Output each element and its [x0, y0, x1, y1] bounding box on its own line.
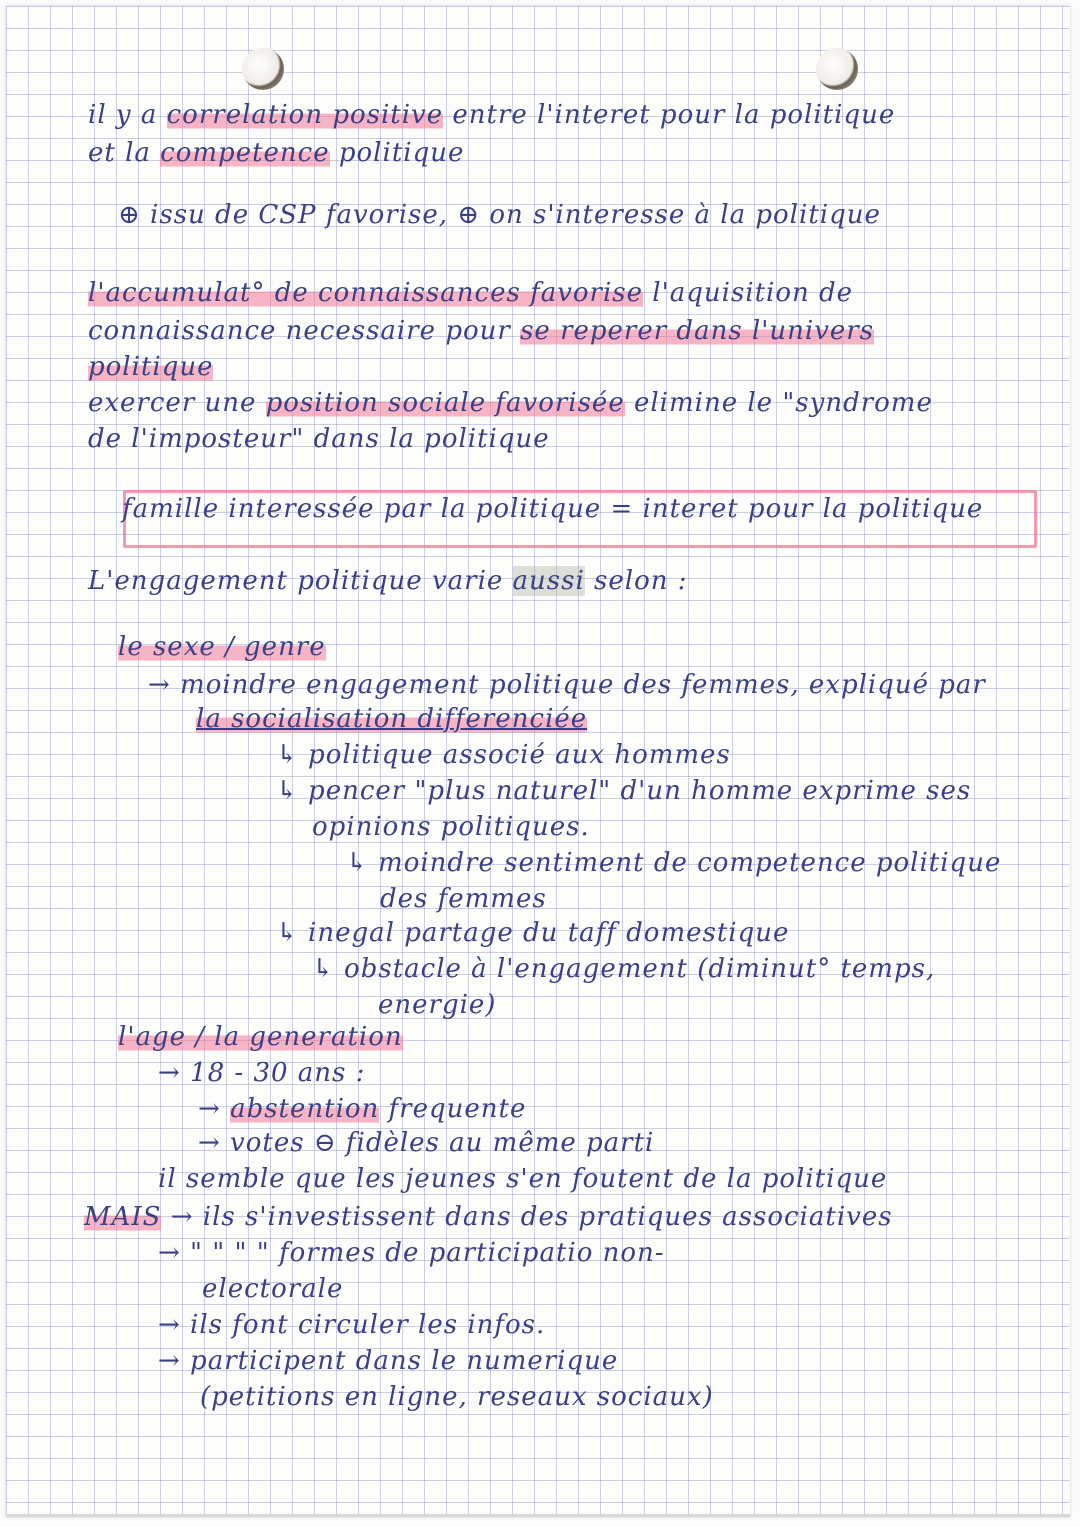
- note-text: → moindre engagement politique des femmes, expliqué par: [148, 670, 986, 700]
- note-text: entre l'interet pour la politique: [443, 100, 896, 130]
- note-text: L'engagement politique varie: [88, 566, 513, 596]
- note-line-l29: [202, 1274, 343, 1304]
- note-line-l2: [88, 138, 464, 168]
- note-text: →: [198, 1094, 231, 1124]
- note-text: ↳ politique associé aux hommes: [276, 740, 731, 770]
- note-text: aussi: [512, 566, 585, 596]
- note-text: → ils font circuler les infos.: [158, 1310, 546, 1340]
- note-line-l6: [88, 352, 213, 382]
- note-text: politique: [329, 138, 465, 168]
- note-text: selon :: [584, 566, 688, 596]
- note-text: il y a: [88, 100, 167, 130]
- note-line-l8: [88, 424, 550, 454]
- note-line-l19: [276, 918, 789, 948]
- note-text: famille interessée par la politique = interet pour la politique: [122, 494, 984, 524]
- note-line-l27: [84, 1202, 893, 1232]
- note-line-l18: [380, 884, 547, 914]
- note-text: (petitions en ligne, reseaux sociaux): [200, 1382, 714, 1412]
- note-line-l3: [118, 200, 881, 230]
- note-line-l10: [88, 566, 688, 596]
- note-line-l9: [122, 494, 983, 524]
- note-text: ↳ moindre sentiment de competence politique: [346, 848, 1002, 878]
- note-text: electorale: [202, 1274, 344, 1304]
- note-text: energie): [378, 990, 497, 1020]
- note-line-l21: [378, 990, 496, 1020]
- note-line-l7: [88, 388, 933, 418]
- note-line-l14: [276, 740, 731, 770]
- note-text: opinions politiques.: [312, 812, 590, 842]
- note-text: MAIS: [84, 1202, 162, 1232]
- note-text: des femmes: [380, 884, 547, 914]
- note-line-l17: [346, 848, 1001, 878]
- note-line-l15: [276, 776, 971, 806]
- note-text: → votes ⊖ fidèles au même parti: [198, 1128, 655, 1158]
- note-text: abstention: [230, 1094, 380, 1124]
- note-text: → 18 - 30 ans :: [158, 1058, 366, 1088]
- note-line-l12: [148, 670, 986, 700]
- note-text: le sexe / genre: [118, 632, 326, 662]
- note-text: → " " " " formes de participatio non-: [158, 1238, 665, 1268]
- note-text: l'accumulat° de connaissances favorise: [88, 278, 644, 308]
- note-line-l5: [88, 316, 874, 346]
- note-text: politique: [88, 352, 214, 382]
- note-line-l30: [158, 1310, 545, 1340]
- note-line-l28: [158, 1238, 665, 1268]
- note-line-l4: [88, 278, 853, 308]
- note-text: il semble que les jeunes s'en foutent de la politique: [158, 1164, 888, 1194]
- note-text: et la: [88, 138, 161, 168]
- note-text: position sociale favorisée: [265, 388, 625, 418]
- note-line-l22: [118, 1022, 403, 1052]
- note-text: exercer une: [88, 388, 266, 418]
- note-text: de l'imposteur" dans la politique: [88, 424, 550, 454]
- note-line-l13: [196, 704, 587, 734]
- note-line-l11: [118, 632, 326, 662]
- note-text: se reperer dans l'univers: [520, 316, 875, 346]
- note-text: elimine le "syndrome: [624, 388, 933, 418]
- note-line-l1: [88, 100, 895, 130]
- binder-hole-left: [242, 48, 284, 90]
- note-line-l20: [312, 954, 935, 984]
- note-text: → participent dans le numerique: [158, 1346, 619, 1376]
- note-text: ↳ inegal partage du taff domestique: [276, 918, 790, 948]
- note-text: correlation positive: [166, 100, 444, 130]
- note-line-l24: [198, 1094, 526, 1124]
- binder-hole-right: [816, 48, 858, 90]
- note-text: l'age / la generation: [118, 1022, 403, 1052]
- note-line-l23: [158, 1058, 365, 1088]
- note-line-l26: [158, 1164, 887, 1194]
- note-text: → ils s'investissent dans des pratiques associatives: [161, 1202, 893, 1232]
- note-text: l'aquisition de: [643, 278, 854, 308]
- note-line-l31: [158, 1346, 618, 1376]
- note-text: ↳ obstacle à l'engagement (diminut° temps,: [312, 954, 936, 984]
- note-text: ⊕ issu de CSP favorise, ⊕ on s'interesse à la politique: [118, 200, 881, 230]
- note-text: frequente: [379, 1094, 527, 1124]
- note-line-l25: [198, 1128, 654, 1158]
- note-text: la socialisation differenciée: [196, 704, 588, 734]
- note-line-l16: [312, 812, 590, 842]
- note-text: competence: [160, 138, 330, 168]
- note-line-l32: [200, 1382, 714, 1412]
- note-text: connaissance necessaire pour: [88, 316, 521, 346]
- note-text: ↳ pencer "plus naturel" d'un homme exprime ses: [276, 776, 972, 806]
